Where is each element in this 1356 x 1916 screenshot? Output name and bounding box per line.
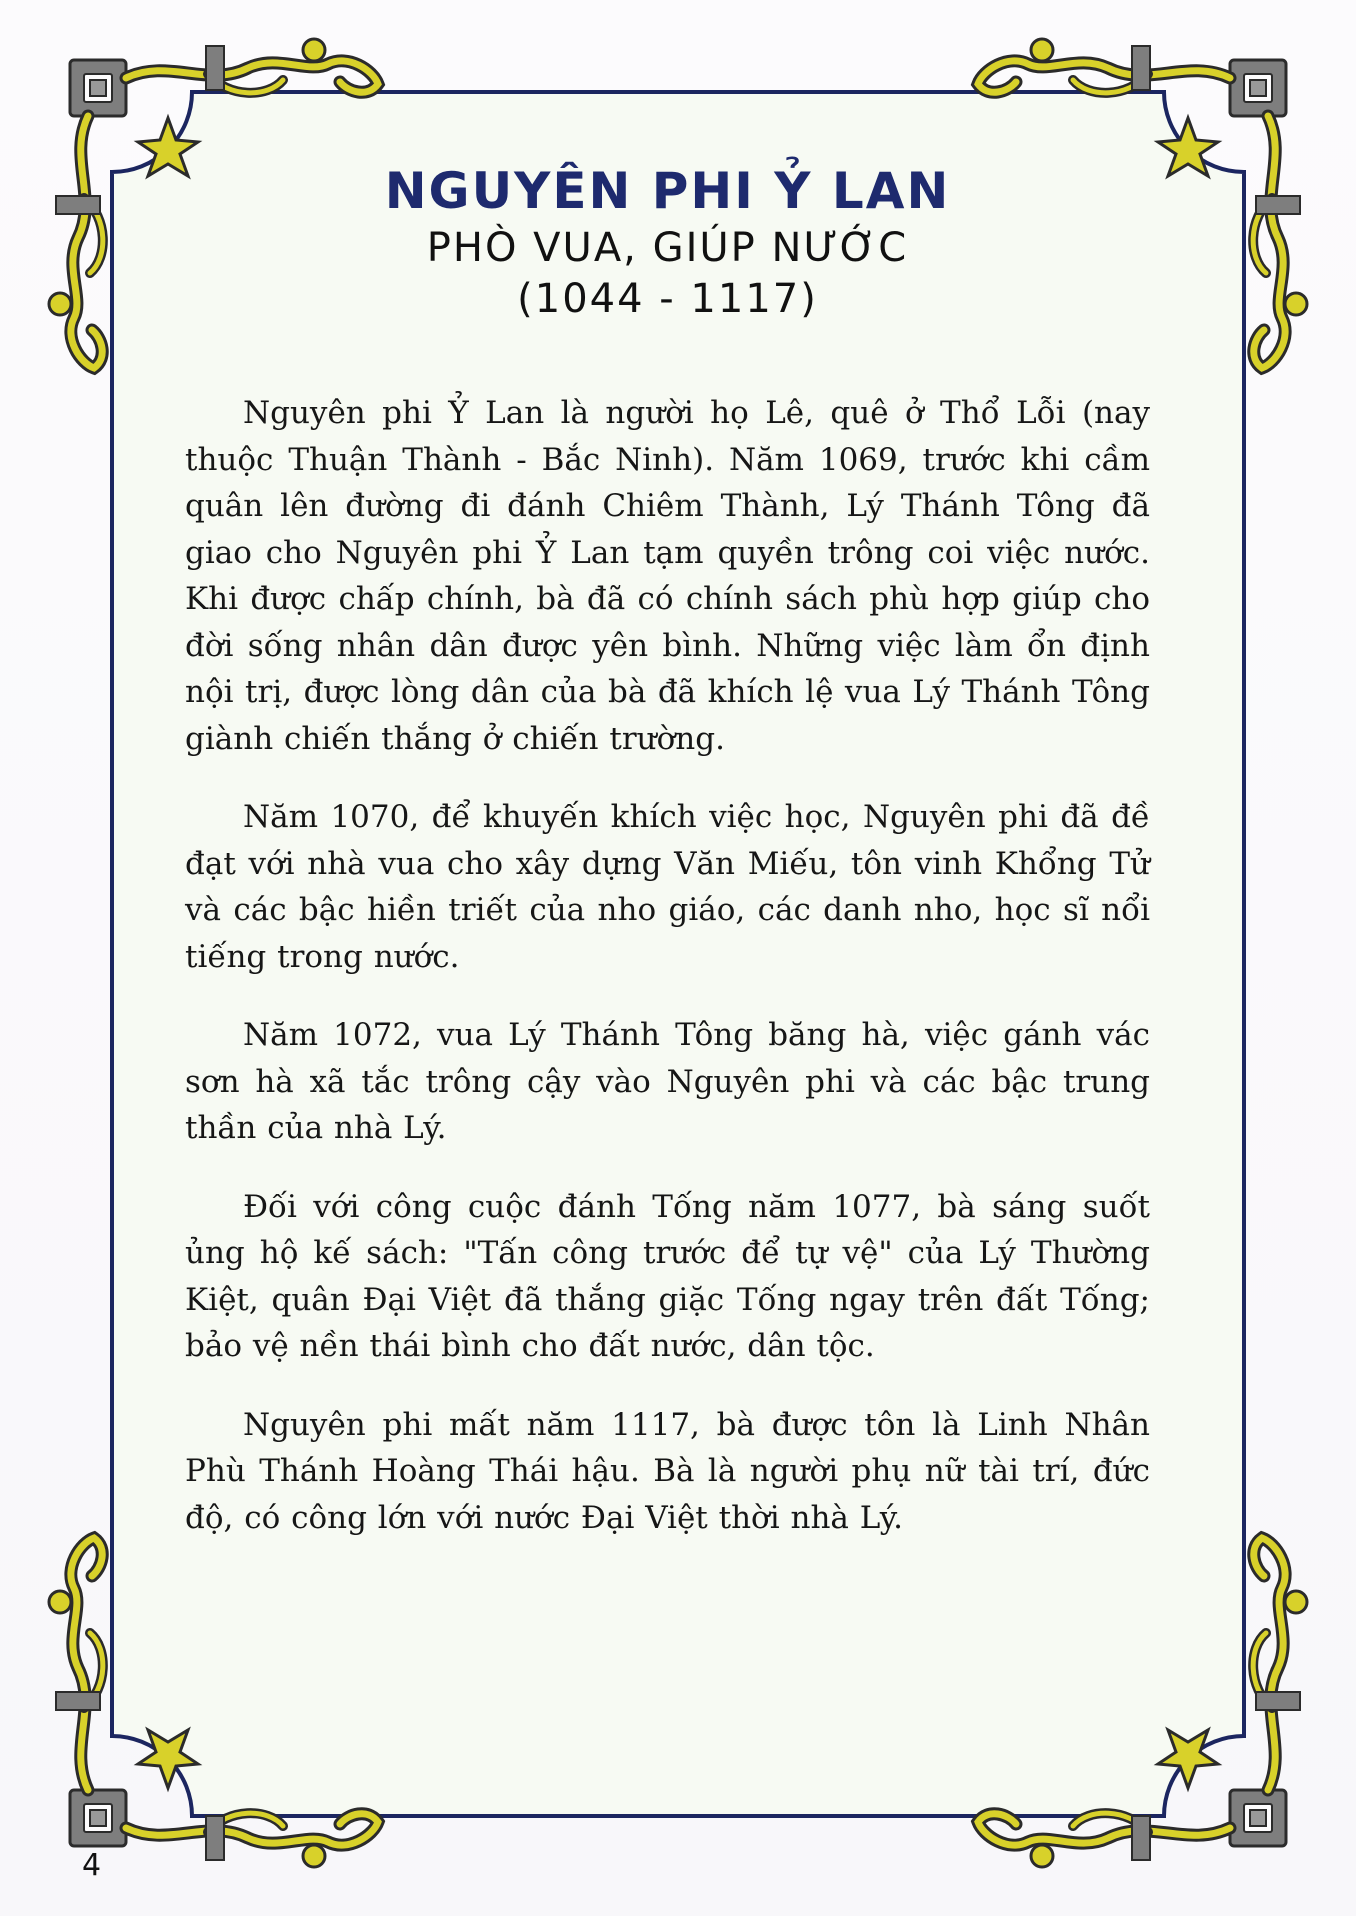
paragraph: Nguyên phi mất năm 1117, bà được tôn là Linh Nhân Phù Thánh Hoàng Thái hậu. Bà là người phụ nữ tài trí, đức độ, có công lớn với nước Đại Việt thời nhà Lý. <box>185 1406 1150 1536</box>
page-subtitle: PHÒ VUA, GIÚP NƯỚC <box>426 225 909 271</box>
paragraph: Đối với công cuộc đánh Tống năm 1077, bà sáng suốt ủng hộ kế sách: "Tấn công trước để tự vệ" của Lý Thường Kiệt, quân Đại Việt đã thắng giặc Tống ngay trên đất Tống; bảo vệ nền thái bình cho đất nước, dân tộc. <box>185 1188 1150 1364</box>
page-number: 4 <box>82 1848 102 1883</box>
page-title: NGUYÊN PHI Ỷ LAN <box>384 162 951 220</box>
paragraph: Năm 1072, vua Lý Thánh Tông băng hà, việc gánh vác sơn hà xã tắc trông cậy vào Nguyên phi và các bậc trung thần của nhà Lý. <box>185 1017 1150 1146</box>
paragraph: Năm 1070, để khuyến khích việc học, Nguyên phi đã đề đạt với nhà vua cho xây dựng Văn Miếu, tôn vinh Khổng Tử và các bậc hiền triết của nho giáo, các danh nho, học sĩ nổi tiếng trong nước. <box>185 799 1150 975</box>
article <box>185 160 1150 1560</box>
body-text <box>185 390 1150 1541</box>
life-years: (1044 - 1117) <box>517 276 818 322</box>
paragraph: Nguyên phi Ỷ Lan là người họ Lê, quê ở Thổ Lỗi (nay thuộc Thuận Thành - Bắc Ninh). Năm 1069, trước khi cầm quân lên đường đi đánh Chiêm Thành, Lý Thánh Tông đã giao cho Nguyên phi Ỷ Lan tạm quyền trông coi việc nước. Khi được chấp chính, bà đã có chính sách phù hợp giúp cho đời sống nhân dân được yên bình. Những việc làm ổn định nội trị, được lòng dân của bà đã khích lệ vua Lý Thánh Tông giành chiến thắng ở chiến trường. <box>185 395 1150 757</box>
